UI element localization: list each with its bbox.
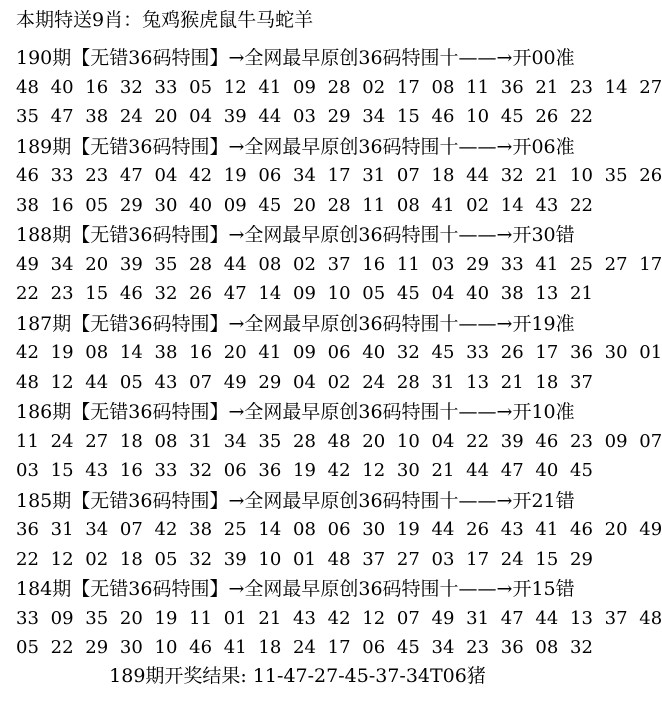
number-row: 33 09 35 20 19 11 01 21 43 42 12 07 49 31 47 44 13 37 48 [16,607,662,629]
number-row: 22 23 15 46 32 26 47 14 09 10 05 45 04 40 38 13 21 [16,283,593,304]
entry-block [16,577,662,666]
entry-title: 189期【无错36码特围】→全网最早原创36码特围十——→开06准 [16,135,575,158]
number-row: 05 22 29 30 10 46 41 18 24 17 06 45 34 23 36 08 32 [16,637,593,658]
entry-block [16,46,662,135]
entry-title: 185期【无错36码特围】→全网最早原创36码特围十——→开21错 [16,489,575,512]
draw-result: 189期开奖结果: 11-47-27-45-37-34T06猪 [109,665,486,687]
entry-title: 187期【无错36码特围】→全网最早原创36码特围十——→开19准 [16,312,575,335]
entry-block [16,312,662,401]
entry-title: 188期【无错36码特围】→全网最早原创36码特围十——→开30错 [16,224,575,246]
entry-title: 184期【无错36码特围】→全网最早原创36码特围十——→开15错 [16,578,575,600]
entry-title: 186期【无错36码特围】→全网最早原创36码特围十——→开10准 [16,401,575,423]
number-row: 49 34 20 39 35 28 44 08 02 37 16 11 03 29 33 41 25 27 17 [16,253,662,275]
number-row: 22 12 02 18 05 32 39 10 01 48 37 27 03 17 24 15 29 [16,548,593,570]
entry-block [16,489,662,578]
entry-block [16,223,662,312]
page-title: 本期特送9肖：兔鸡猴虎鼠牛马蛇羊 [16,9,314,31]
content [16,8,662,666]
number-row: 46 33 23 47 04 42 19 06 34 17 31 07 18 44 32 21 10 35 26 [16,165,662,186]
number-row: 03 15 43 16 33 32 06 36 19 42 12 30 21 44 47 40 45 [16,460,593,481]
number-row: 42 19 08 14 38 16 20 41 09 06 40 32 45 33 26 17 36 30 01 [16,342,662,363]
number-row: 35 47 38 24 20 04 39 44 03 29 34 15 46 10 45 26 22 [16,106,593,127]
entry-list [16,46,662,666]
entry-block [16,400,662,489]
number-row: 36 31 34 07 42 38 25 14 08 06 30 19 44 26 43 41 46 20 49 [16,519,662,540]
entry-title: 190期【无错36码特围】→全网最早原创36码特围十——→开00准 [16,47,575,69]
entry-block [16,135,662,224]
number-row: 48 12 44 05 43 07 49 29 04 02 24 28 31 13 21 18 37 [16,371,593,393]
number-row: 48 40 16 32 33 05 12 41 09 28 02 17 08 11 36 21 23 14 27 [16,76,662,98]
number-row: 11 24 27 18 08 31 34 35 28 48 20 10 04 22 39 46 23 09 07 [16,430,662,452]
number-row: 38 16 05 29 30 40 09 45 20 28 11 08 41 02 14 43 22 [16,194,593,216]
